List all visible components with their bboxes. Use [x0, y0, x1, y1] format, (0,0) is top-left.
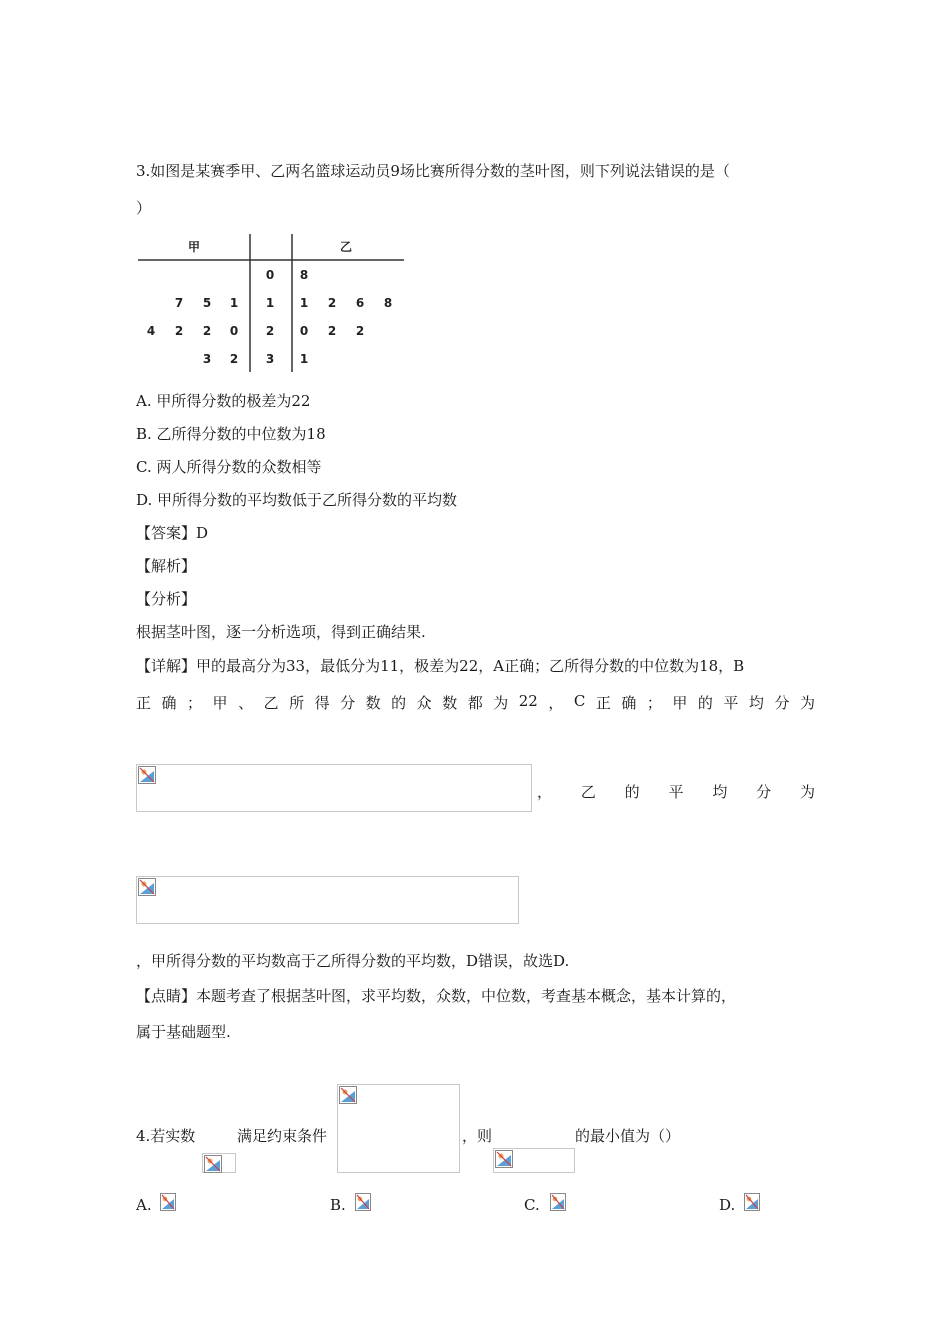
header-jia: 甲 — [188, 240, 201, 254]
broken-image-yi-average — [136, 876, 519, 924]
broken-image-jia-average — [136, 764, 532, 812]
char: 的 — [624, 783, 640, 801]
char: 均 — [712, 783, 728, 801]
char: 得 — [314, 694, 330, 712]
char: 22 — [518, 692, 538, 710]
char: C — [573, 692, 586, 710]
char: 分 — [756, 783, 772, 801]
answer-label: 【答案】D — [136, 524, 209, 542]
char: 、 — [238, 694, 254, 712]
char: 平 — [723, 694, 739, 712]
leaf-right: 2 — [355, 324, 365, 338]
char: 数 — [365, 694, 381, 712]
q3-stem-line1: 3.如图是某赛季甲、乙两名篮球运动员9场比赛所得分数的茎叶图，则下列说法错误的是（ — [136, 162, 730, 180]
fenxi-label: 【分析】 — [136, 590, 197, 608]
broken-image-icon — [160, 1193, 176, 1211]
char: 乙 — [580, 783, 596, 801]
leaf-left: 0 — [229, 324, 239, 338]
broken-image-icon — [138, 878, 156, 896]
q4-option-c-label: C. — [524, 1196, 540, 1214]
q3-option-d: D. 甲所得分数的平均数低于乙所得分数的平均数 — [136, 491, 458, 509]
leaf-right: 2 — [327, 324, 337, 338]
char: 平 — [668, 783, 684, 801]
leaf-left: 2 — [229, 352, 239, 366]
char: 正 — [595, 694, 611, 712]
char: 分 — [774, 694, 790, 712]
char: 确 — [161, 694, 177, 712]
char: ； — [646, 694, 662, 712]
broken-image-icon — [550, 1193, 566, 1211]
char: 众 — [416, 694, 432, 712]
leaf-left: 4 — [146, 324, 156, 338]
q3-option-a: A. 甲所得分数的极差为22 — [136, 392, 311, 410]
leaf-left: 2 — [174, 324, 184, 338]
detail-line4: ，甲所得分数的平均数高于乙所得分数的平均数，D错误，故选D. — [136, 952, 570, 970]
char: 正 — [136, 694, 152, 712]
char: ； — [187, 694, 203, 712]
broken-image-constraints — [337, 1084, 460, 1173]
header-yi: 乙 — [340, 240, 353, 254]
leaf-left: 5 — [202, 296, 212, 310]
char: ， — [537, 783, 553, 801]
leaf-left: 1 — [229, 296, 239, 310]
char: 甲 — [212, 694, 228, 712]
char: 为 — [799, 694, 815, 712]
q4-part4: 的最小值为（） — [575, 1127, 681, 1145]
stem-0: 0 — [265, 268, 275, 282]
broken-image-icon — [495, 1150, 513, 1168]
q4-option-a-label: A. — [136, 1196, 152, 1214]
char: 数 — [442, 694, 458, 712]
char: 乙 — [263, 694, 279, 712]
leaf-right: 8 — [299, 268, 309, 282]
fenxi-text: 根据茎叶图，逐一分析选项，得到正确结果. — [136, 623, 426, 641]
q4-option-b-label: B. — [330, 1196, 346, 1214]
stem-3: 3 — [265, 352, 275, 366]
char: 所 — [289, 694, 305, 712]
leaf-right: 6 — [355, 296, 365, 310]
leaf-right: 1 — [299, 352, 309, 366]
leaf-left: 7 — [174, 296, 184, 310]
broken-image-icon — [204, 1155, 222, 1173]
q3-stem-line2: ） — [136, 199, 152, 217]
leaf-left: 2 — [202, 324, 212, 338]
q3-option-b: B. 乙所得分数的中位数为18 — [136, 425, 326, 443]
stem-2: 2 — [265, 324, 275, 338]
char: 为 — [799, 783, 815, 801]
broken-image-icon — [138, 766, 156, 784]
char: 都 — [467, 694, 483, 712]
detail-line1: 【详解】甲的最高分为33，最低分为11，极差为22，A正确；乙所得分数的中位数为18，B — [136, 657, 745, 675]
char: 的 — [697, 694, 713, 712]
leaf-right: 0 — [299, 324, 309, 338]
q3-option-c: C. 两人所得分数的众数相等 — [136, 458, 322, 476]
char: 确 — [621, 694, 637, 712]
leaf-right: 2 — [327, 296, 337, 310]
broken-image-icon — [339, 1086, 357, 1104]
leaf-right: 8 — [383, 296, 393, 310]
char: 均 — [748, 694, 764, 712]
char: 甲 — [672, 694, 688, 712]
broken-image-xy — [202, 1153, 236, 1173]
q4-option-d-label: D. — [719, 1196, 736, 1214]
stem-leaf-diagram — [136, 232, 406, 374]
dianjing-line1: 【点睛】本题考查了根据茎叶图，求平均数，众数，中位数，考查基本概念，基本计算的， — [136, 987, 737, 1005]
dianjing-line2: 属于基础题型. — [136, 1023, 231, 1041]
stem-1: 1 — [265, 296, 275, 310]
q4-part2: 满足约束条件 — [237, 1127, 328, 1145]
char: 为 — [493, 694, 509, 712]
broken-image-icon — [744, 1193, 760, 1211]
char: 分 — [340, 694, 356, 712]
detail-line3 — [537, 781, 815, 802]
leaf-left: 3 — [202, 352, 212, 366]
leaf-right: 1 — [299, 296, 309, 310]
q4-part1: 4.若实数 — [136, 1127, 196, 1145]
detail-line2 — [136, 692, 815, 713]
broken-image-objective — [493, 1148, 575, 1173]
char: ， — [548, 694, 564, 712]
q4-part3: ，则 — [462, 1127, 493, 1145]
jiexi-label: 【解析】 — [136, 557, 197, 575]
broken-image-icon — [355, 1193, 371, 1211]
char: 的 — [391, 694, 407, 712]
